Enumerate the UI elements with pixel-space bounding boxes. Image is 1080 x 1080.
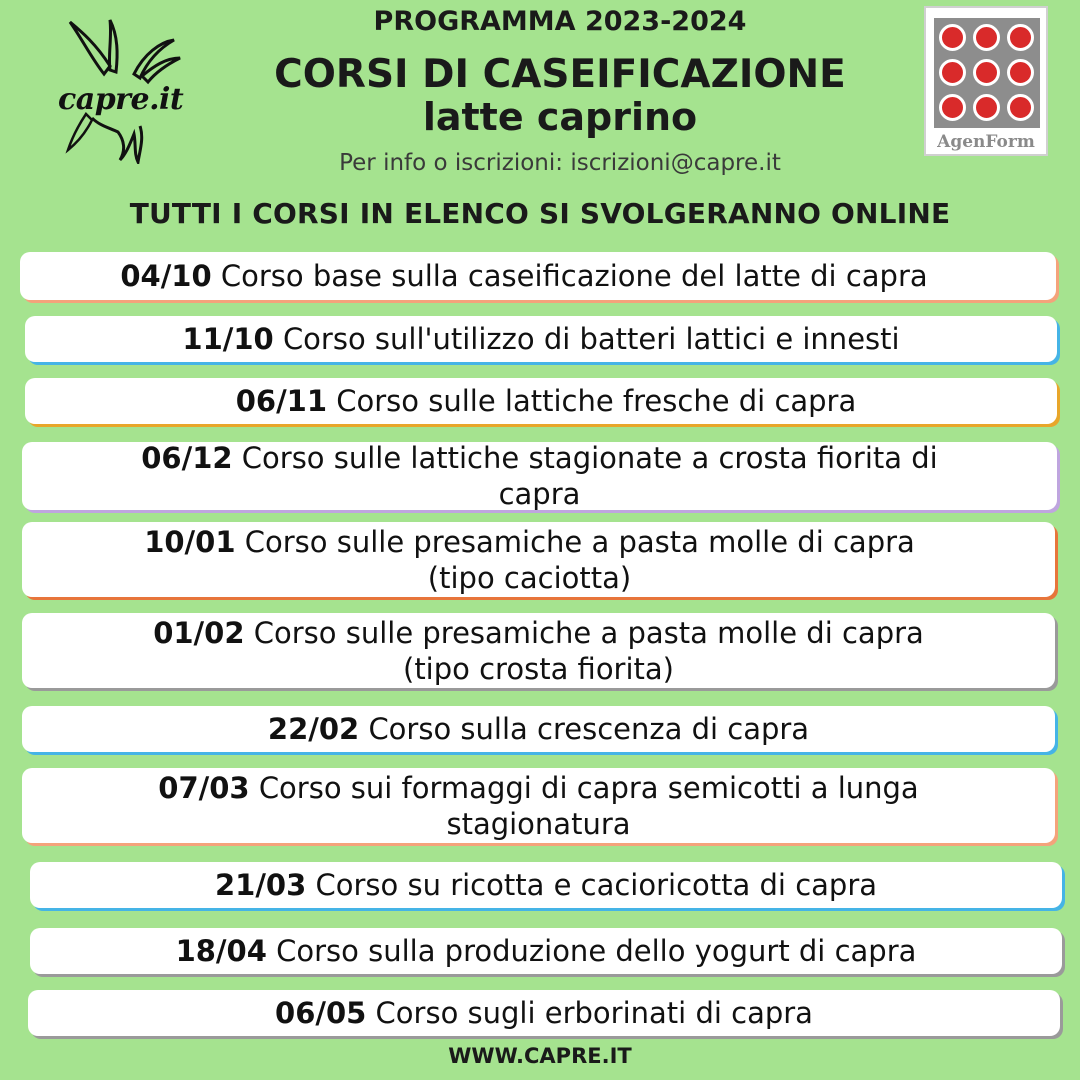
course-title: Corso sull'utilizzo di batteri lattici e innesti: [282, 322, 900, 356]
course-title: Corso sulle lattiche fresche di capra: [336, 384, 857, 418]
website-link[interactable]: WWW.CAPRE.IT: [448, 1044, 632, 1068]
course-date: 18/04: [175, 934, 267, 968]
agenform-logo: [924, 6, 1048, 156]
course-date: 22/02: [267, 712, 360, 746]
course-item: [28, 990, 1060, 1036]
course-item: [22, 613, 1055, 688]
course-item: [22, 442, 1057, 510]
course-title-continued: (tipo caciotta): [427, 560, 632, 595]
page-subtitle: latte caprino: [422, 95, 698, 139]
course-date: 11/10: [182, 322, 274, 356]
dots-grid-icon: [934, 18, 1040, 128]
course-date: 06/12: [141, 441, 233, 475]
course-item: [30, 862, 1062, 908]
course-title: Corso sulle presamiche a pasta molle di capra: [244, 524, 915, 559]
course-item: [25, 316, 1057, 362]
course-title-continued: (tipo crosta fiorita): [403, 651, 674, 686]
page-title: CORSI DI CASEIFICAZIONE: [274, 52, 846, 97]
course-item: [22, 706, 1055, 752]
course-date: 06/11: [235, 384, 328, 418]
course-title-continued: stagionatura: [446, 806, 631, 841]
course-date: 21/03: [214, 868, 307, 902]
course-title: Corso sulla produzione dello yogurt di capra: [276, 934, 917, 968]
course-title: Corso sulle lattiche stagionate a crosta fiorita di: [241, 441, 938, 475]
course-item: [22, 768, 1055, 843]
course-item: [30, 928, 1062, 974]
course-item: [22, 522, 1055, 597]
course-item: [20, 252, 1056, 300]
course-date: 04/10: [120, 259, 212, 293]
online-notice: TUTTI I CORSI IN ELENCO SI SVOLGERANNO ONLINE: [129, 197, 951, 230]
course-title: Corso sulle presamiche a pasta molle di capra: [253, 615, 924, 650]
program-year: PROGRAMMA 2023-2024: [373, 6, 747, 37]
capre-logo-text: capre.it: [58, 82, 184, 117]
course-item: [25, 378, 1057, 424]
course-date: 06/05: [275, 996, 367, 1030]
agenform-logo-text: AgenForm: [937, 132, 1035, 152]
course-title: Corso base sulla caseificazione del latte di capra: [220, 259, 928, 293]
course-title: Corso sulla crescenza di capra: [368, 712, 810, 746]
course-title-continued: capra: [498, 477, 581, 511]
course-title: Corso sugli erborinati di capra: [375, 996, 813, 1030]
course-date: 07/03: [158, 770, 250, 805]
course-title: Corso sui formaggi di capra semicotti a lunga: [258, 770, 919, 805]
course-date: 01/02: [153, 615, 245, 650]
capre-logo: [52, 14, 192, 164]
contact-info: Per info o iscrizioni: iscrizioni@capre.it: [339, 150, 781, 176]
course-title: Corso su ricotta e cacioricotta di capra: [315, 868, 878, 902]
course-date: 10/01: [144, 524, 236, 559]
